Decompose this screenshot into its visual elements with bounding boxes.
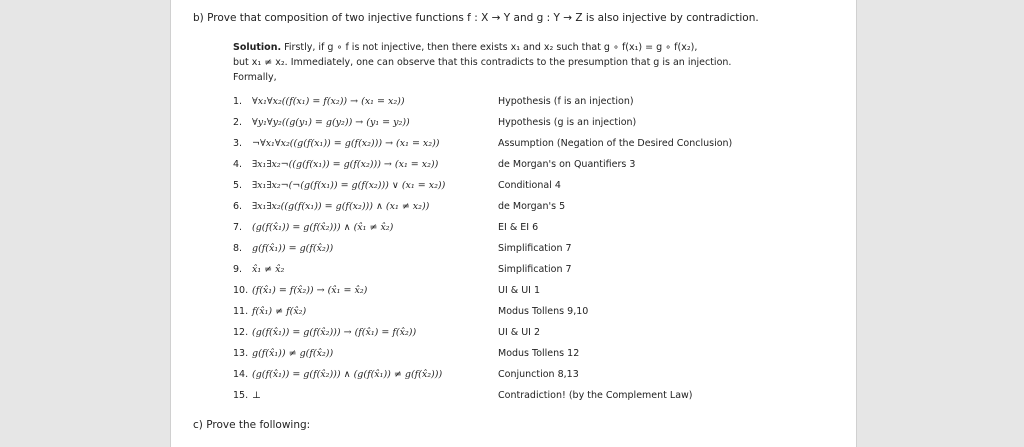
solution-label: Solution. — [233, 42, 282, 53]
proof-step-formula: g(f(x̂₁)) ≠ g(f(x̂₂)) — [252, 348, 334, 359]
proof-step — [233, 390, 843, 411]
proof-step-formula: f(x̂₁) ≠ f(x̂₂) — [252, 306, 307, 317]
part-b-label: b) — [193, 12, 204, 24]
proof-step — [233, 222, 843, 243]
proof-step-justification: Simplification 7 — [498, 243, 572, 254]
proof-step-justification: EI & EI 6 — [498, 222, 539, 233]
proof-step-num: 10. — [233, 285, 249, 296]
proof-step-formula: x̂₁ ≠ x̂₂ — [252, 264, 285, 275]
solution-line-3: Formally, — [233, 72, 277, 83]
proof-step-justification: Conjunction 8,13 — [498, 369, 579, 380]
proof-step-justification: Contradiction! (by the Complement Law) — [498, 390, 693, 401]
proof-step — [233, 243, 843, 264]
solution-line-2: but x₁ ≠ x₂. Immediately, one can observe that this contradicts to the presumption that g is an injection. — [233, 57, 732, 68]
proof-step-num: 8. — [233, 243, 243, 254]
proof-step-justification: Hypothesis (g is an injection) — [498, 117, 637, 128]
proof-steps — [233, 96, 843, 411]
part-b-heading — [193, 12, 759, 24]
proof-step-formula: (f(x̂₁) = f(x̂₂)) → (x̂₁ = x̂₂) — [252, 285, 368, 296]
proof-step — [233, 138, 843, 159]
proof-step-formula: ¬∀x₁∀x₂((g(f(x₁)) = g(f(x₂))) → (x₁ = x₂)) — [252, 138, 440, 149]
proof-step — [233, 201, 843, 222]
proof-step-num: 14. — [233, 369, 249, 380]
part-c-prompt: Prove the following: — [206, 419, 311, 431]
solution-paragraph — [233, 40, 833, 85]
proof-step — [233, 306, 843, 327]
proof-step — [233, 159, 843, 180]
proof-step-justification: Conditional 4 — [498, 180, 561, 191]
proof-step — [233, 264, 843, 285]
proof-step-formula: g(f(x̂₁)) = g(f(x̂₂)) — [252, 243, 334, 254]
proof-step-formula: ∀x₁∀x₂((f(x₁) = f(x₂)) → (x₁ = x₂)) — [252, 96, 405, 107]
proof-step-justification: de Morgan's on Quantifiers 3 — [498, 159, 636, 170]
proof-step-num: 4. — [233, 159, 243, 170]
proof-step-formula: (g(f(x̂₁)) = g(f(x̂₂))) ∧ (g(f(x̂₁)) ≠ g(f(x̂₂))) — [252, 369, 443, 380]
proof-step-num: 1. — [233, 96, 243, 107]
proof-step-justification: Hypothesis (f is an injection) — [498, 96, 634, 107]
part-b-prompt: Prove that composition of two injective functions f : X → Y and g : Y → Z is also injective by contradiction. — [207, 12, 759, 24]
document-page — [170, 0, 857, 447]
proof-step-num: 5. — [233, 180, 243, 191]
proof-step-justification: de Morgan's 5 — [498, 201, 566, 212]
proof-step-formula: ⊥ — [252, 390, 261, 401]
proof-step-formula: ∃x₁∃x₂¬((g(f(x₁)) = g(f(x₂))) → (x₁ = x₂)) — [252, 159, 439, 170]
proof-step — [233, 327, 843, 348]
proof-step-num: 7. — [233, 222, 243, 233]
proof-step-formula: ∃x₁∃x₂((g(f(x₁)) = g(f(x₂))) ∧ (x₁ ≠ x₂)) — [252, 201, 430, 212]
proof-step-formula: (g(f(x̂₁)) = g(f(x̂₂))) ∧ (x̂₁ ≠ x̂₂) — [252, 222, 394, 233]
proof-step-formula: (g(f(x̂₁)) = g(f(x̂₂))) → (f(x̂₁) = f(x̂₂)) — [252, 327, 417, 338]
proof-step-num: 15. — [233, 390, 249, 401]
proof-step-num: 13. — [233, 348, 249, 359]
proof-step-justification: Modus Tollens 9,10 — [498, 306, 589, 317]
proof-step — [233, 348, 843, 369]
proof-step-formula: ∀y₁∀y₂((g(y₁) = g(y₂)) → (y₁ = y₂)) — [252, 117, 410, 128]
proof-step-justification: Simplification 7 — [498, 264, 572, 275]
part-c-label: c) — [193, 419, 203, 431]
proof-step-justification: UI & UI 2 — [498, 327, 541, 338]
proof-step-justification: Modus Tollens 12 — [498, 348, 580, 359]
proof-step-formula: ∃x₁∃x₂¬(¬(g(f(x₁)) = g(f(x₂))) ∨ (x₁ = x₂)) — [252, 180, 446, 191]
proof-step-num: 11. — [233, 306, 249, 317]
part-c-heading — [193, 419, 310, 431]
proof-step-justification: UI & UI 1 — [498, 285, 541, 296]
proof-step — [233, 96, 843, 117]
solution-line-1 — [233, 40, 833, 55]
solution-text-1: Firstly, if g ∘ f is not injective, then there exists x₁ and x₂ such that g ∘ f(x₁) = g ∘ f(x₂), — [284, 42, 698, 53]
proof-step-num: 3. — [233, 138, 243, 149]
proof-step — [233, 117, 843, 138]
proof-step — [233, 180, 843, 201]
proof-step — [233, 369, 843, 390]
proof-step — [233, 285, 843, 306]
proof-step-num: 12. — [233, 327, 249, 338]
proof-step-num: 9. — [233, 264, 243, 275]
proof-step-num: 2. — [233, 117, 243, 128]
proof-step-justification: Assumption (Negation of the Desired Conclusion) — [498, 138, 733, 149]
proof-step-num: 6. — [233, 201, 243, 212]
